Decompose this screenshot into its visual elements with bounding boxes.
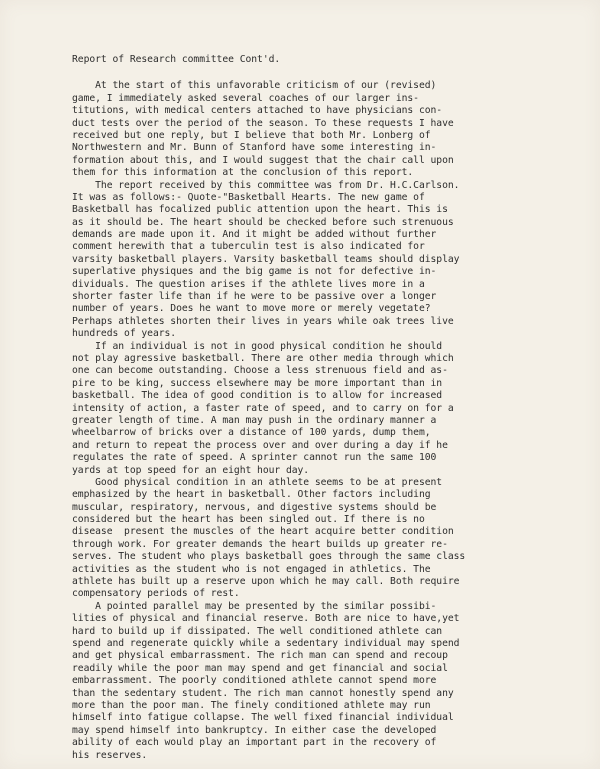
- text-line: and return to repeat the process over and over during a day if he: [72, 439, 448, 451]
- text-line: varsity basketball players. Varsity basketball teams should display: [72, 253, 460, 265]
- text-line: If an individual is not in good physical condition he should: [72, 340, 443, 352]
- text-line: lities of physical and financial reserve. Both are nice to have,yet: [72, 613, 460, 625]
- text-line: shorter faster life than if he were to be passive over a longer: [72, 291, 437, 303]
- text-line: ability of each would play an important part in the recovery of: [72, 737, 437, 749]
- text-line: regulates the rate of speed. A sprinter cannot run the same 100: [72, 452, 437, 464]
- text-line: demands are made upon it. And it might be added without further: [72, 229, 437, 241]
- typewritten-report: [72, 54, 542, 762]
- text-line: and get physical embarrassment. The rich man can spend and recoup: [72, 650, 448, 662]
- text-line: formation about this, and I would suggest that the chair call upon: [72, 154, 454, 166]
- text-line: as it should be. The heart should be checked before such strenuous: [72, 216, 454, 228]
- text-line: than the sedentary student. The rich man cannot honestly spend any: [72, 687, 454, 699]
- text-line: not play agressive basketball. There are other media through which: [72, 353, 454, 364]
- text-line: one can become outstanding. Choose a less strenuous field and as-: [72, 365, 448, 377]
- text-line: yards at top speed for an eight hour day.: [72, 464, 310, 476]
- text-line: muscular, respiratory, nervous, and digestive systems should be: [72, 501, 437, 513]
- text-line: his reserves.: [72, 749, 148, 761]
- text-line: superlative physiques and the big game is not for defective in-: [72, 266, 437, 278]
- text-line: Basketball has focalized public attention upon the heart. This is: [72, 204, 448, 216]
- text-line: them for this information at the conclusion of this report.: [72, 167, 414, 179]
- text-line: A pointed parallel may be presented by the similar possibi-: [72, 600, 437, 612]
- text-line: emphasized by the heart in basketball. Other factors including: [72, 489, 431, 501]
- text-line: intensity of action, a faster rate of speed, and to carry on for a: [72, 402, 454, 414]
- text-line: Good physical condition in an athlete seems to be at present: [72, 476, 443, 488]
- text-line: game, I immediately asked several coaches of our larger ins-: [72, 92, 419, 104]
- text-line: number of years. Does he want to move more or merely vegetate?: [72, 303, 431, 315]
- text-line: serves. The student who plays basketball goes through the same class: [72, 551, 466, 563]
- text-line: readily while the poor man may spend and get financial and social: [72, 662, 448, 674]
- report-heading: Report of Research committee Cont'd.: [72, 54, 281, 65]
- text-line: embarrassment. The poorly conditioned athlete cannot spend more: [72, 675, 437, 687]
- text-line: The report received by this committee was from Dr. H.C.Carlson.: [72, 179, 460, 191]
- text-line: considered but the heart has been singled out. If there is no: [72, 514, 425, 526]
- text-line: received but one reply, but I believe that both Mr. Lonberg of: [72, 129, 431, 141]
- text-line: titutions, with medical centers attached to have physicians con-: [72, 105, 443, 117]
- text-line: spend and regenerate quickly while a sedentary individual may spend: [72, 637, 460, 649]
- text-line: basketball. The idea of good condition is to allow for increased: [72, 390, 443, 402]
- text-line: dividuals. The question arises if the athlete lives more in a: [72, 278, 425, 290]
- text-line: more than the poor man. The finely conditioned athlete may run: [72, 699, 431, 711]
- text-line: At the start of this unfavorable criticism of our (revised): [72, 80, 437, 92]
- text-line: activities as the student who is not engaged in athletics. The: [72, 563, 431, 575]
- text-line: compensatory periods of rest.: [72, 588, 240, 600]
- text-line: pire to be king, success elsewhere may be more important than in: [72, 377, 443, 389]
- text-line: disease present the muscles of the heart acquire better condition: [72, 526, 454, 538]
- text-line: comment herewith that a tuberculin test is also indicated for: [72, 241, 425, 253]
- text-line: through work. For greater demands the heart builds up greater re-: [72, 538, 448, 550]
- text-line: wheelbarrow of bricks over a distance of 100 yards, dump them,: [72, 427, 431, 439]
- text-line: Northwestern and Mr. Bunn of Stanford have some interesting in-: [72, 142, 437, 154]
- text-line: It was as follows:- Quote-"Basketball Hearts. The new game of: [72, 191, 425, 203]
- text-line: may spend himself into bankruptcy. In either case the developed: [72, 724, 437, 736]
- text-line: himself into fatigue collapse. The well fixed financial individual: [72, 712, 454, 724]
- text-line: athlete has built up a reserve upon which he may call. Both require: [72, 576, 460, 588]
- text-line: Perhaps athletes shorten their lives in years while oak trees live: [72, 315, 454, 327]
- text-line: hundreds of years.: [72, 328, 177, 340]
- text-line: greater length of time. A man may push in the ordinary manner a: [72, 414, 437, 426]
- text-line: hard to build up if dissipated. The well conditioned athlete can: [72, 625, 443, 637]
- text-line: duct tests over the period of the season. To these requests I have: [72, 117, 454, 129]
